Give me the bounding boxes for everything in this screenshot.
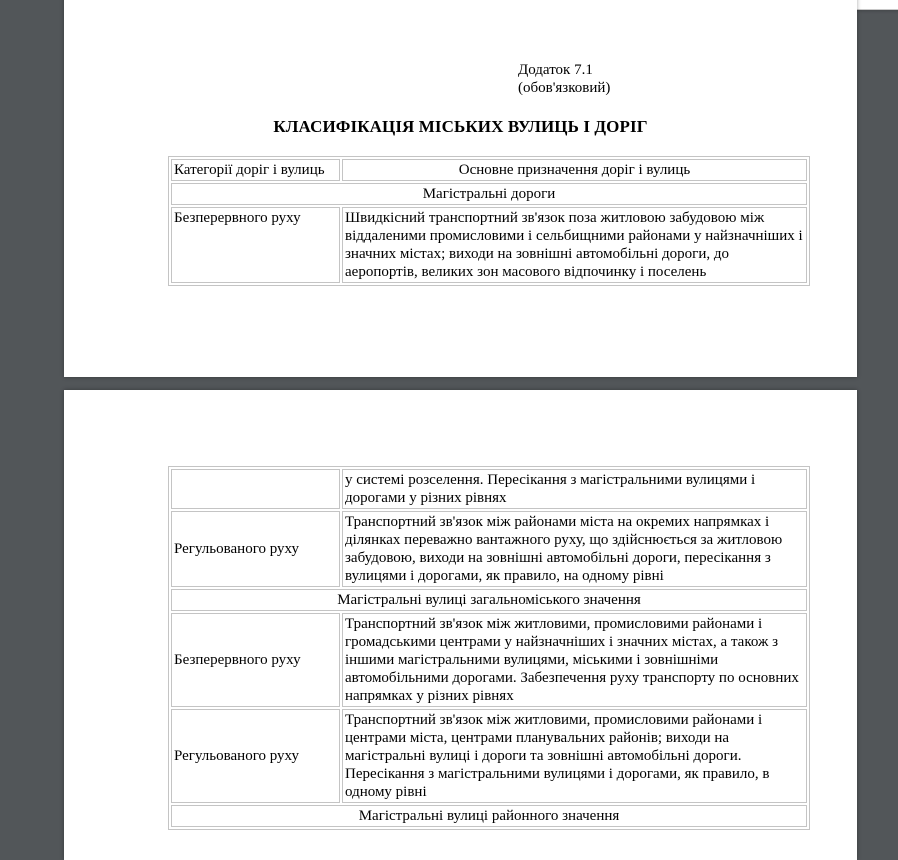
table-row	[171, 469, 807, 509]
row-purpose: у системі розселення. Пересікання з магістральними вулицями і дорогами у різних рівнях	[342, 469, 807, 509]
table-row	[171, 511, 807, 587]
section-title: Магістральні вулиці загальноміського значення	[171, 589, 807, 611]
table-row	[171, 709, 807, 803]
table-header-row	[171, 159, 807, 181]
row-category: Регульованого руху	[171, 709, 340, 803]
row-purpose: Швидкісний транспортний зв'язок поза житловою забудовою між віддаленими промисловими і сельбищними районами у найзначніших і значних містах; виходи на зовнішні автомобільні дороги, до аеропортів, великих зон масового відпочинку і поселень	[342, 207, 807, 283]
document-page-2	[64, 390, 857, 860]
section-title: Магістральні дороги	[171, 183, 807, 205]
document-title: КЛАСИФІКАЦІЯ МІСЬКИХ ВУЛИЦЬ І ДОРІГ	[273, 117, 648, 136]
table-row	[171, 613, 807, 707]
row-category	[171, 469, 340, 509]
appendix-note: (обов'язковий)	[518, 80, 611, 96]
classification-table	[168, 156, 810, 286]
header-category: Категорії доріг і вулиць	[171, 159, 340, 181]
row-purpose: Транспортний зв'язок між житловими, промисловими районами і громадськими центрами у найзначніших і значних містах, а також з іншими магістральними вулицями, міськими і зовнішніми автомобільними дорогами. Забезпечення руху транспорту по основних напрямках у різних рівнях	[342, 613, 807, 707]
row-purpose: Транспортний зв'язок між житловими, промисловими районами і центрами міста, центрами планувальних районів; виходи на магістральні вулиці і дороги та зовнішні автомобільні дороги. Пересікання з магістральними вулицями і дорогами, як правило, в одному рівні	[342, 709, 807, 803]
document-page-1	[64, 0, 857, 377]
row-category: Безперервного руху	[171, 613, 340, 707]
table-row	[171, 207, 807, 283]
table-section-row	[171, 589, 807, 611]
classification-table-continued	[168, 466, 810, 830]
section-title: Магістральні вулиці районного значення	[171, 805, 807, 827]
appendix-label: Додаток 7.1	[518, 62, 593, 78]
row-category: Регульованого руху	[171, 511, 340, 587]
table-section-row	[171, 805, 807, 827]
row-category: Безперервного руху	[171, 207, 340, 283]
header-purpose: Основне призначення доріг і вулиць	[342, 159, 807, 181]
appendix-heading	[518, 61, 610, 97]
table-section-row	[171, 183, 807, 205]
row-purpose: Транспортний зв'язок між районами міста на окремих напрямках і ділянках переважно вантажного руху, що здійснюється за житловою забудовою, виходи на зовнішні автомобільні дороги, пересікання з вулицями і дорогами, як правило, на одному рівні	[342, 511, 807, 587]
